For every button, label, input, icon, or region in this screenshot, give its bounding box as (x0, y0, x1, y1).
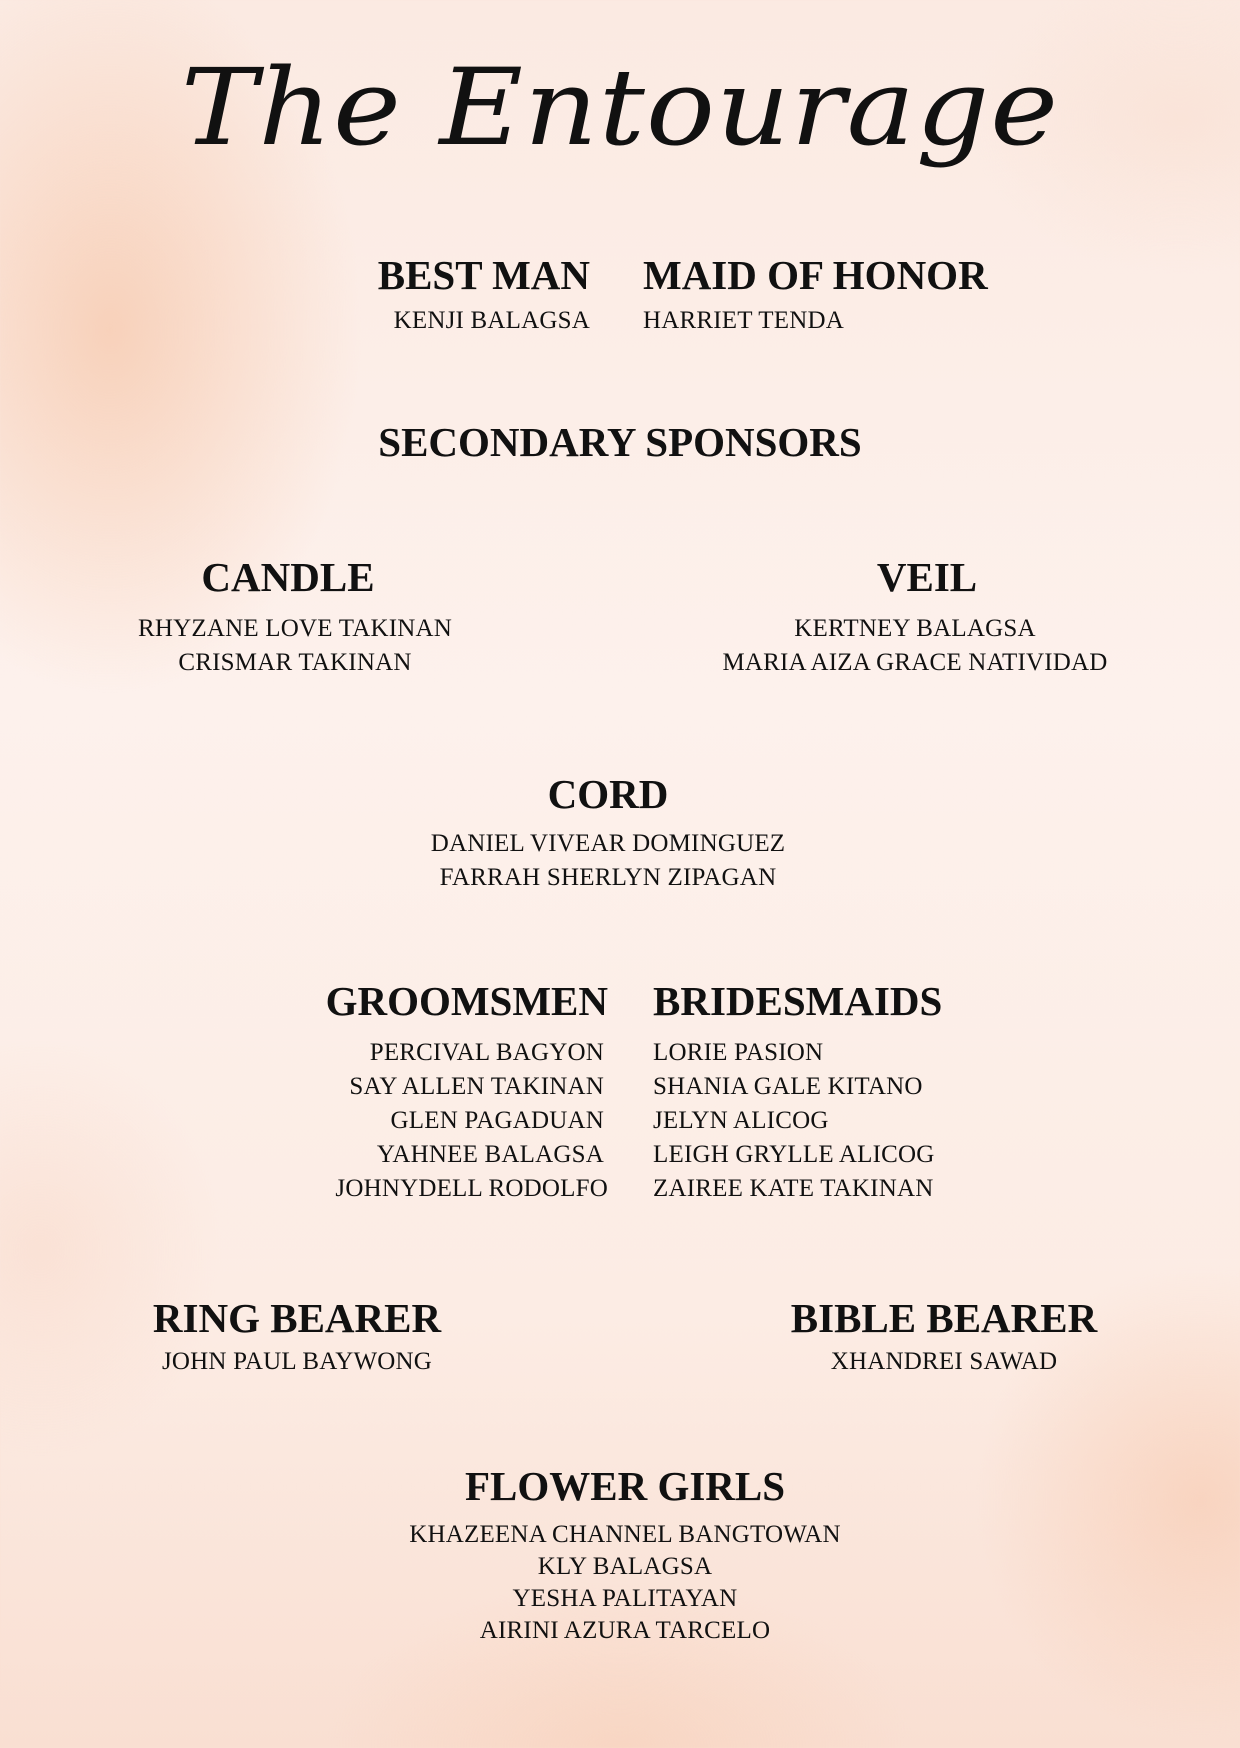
secondary-sponsors-heading: SECONDARY SPONSORS (378, 419, 862, 465)
flower-girls-heading: FLOWER GIRLS (464, 1463, 786, 1509)
groomsman-name: JOHNYDELL RODOLFO (335, 1175, 608, 1202)
bible-bearer-name: XHANDREI SAWAD (830, 1348, 1058, 1375)
candle-name: RHYZANE LOVE TAKINAN (138, 615, 452, 642)
bible-bearer-section (774, 1295, 1114, 1379)
best-man-name: KENJI BALAGSA (393, 307, 590, 334)
ring-bearer-heading: RING BEARER (152, 1295, 442, 1341)
veil-name: KERTNEY BALAGSA (794, 615, 1036, 642)
groomsmen-section (310, 978, 608, 1206)
groomsman-name: GLEN PAGADUAN (390, 1107, 604, 1134)
flower-girl-name: KLY BALAGSA (537, 1553, 713, 1580)
bible-bearer-heading: BIBLE BEARER (790, 1295, 1098, 1341)
veil-name: MARIA AIZA GRACE NATIVIDAD (722, 649, 1108, 676)
groomsman-name: PERCIVAL BAGYON (369, 1039, 604, 1066)
groomsman-name: SAY ALLEN TAKINAN (349, 1073, 604, 1100)
flower-girl-name: YESHA PALITAYAN (512, 1585, 738, 1612)
bridesmaid-name: SHANIA GALE KITANO (653, 1073, 923, 1100)
best-man-section (360, 252, 590, 338)
flower-girls-section (375, 1463, 875, 1647)
bridesmaid-name: ZAIREE KATE TAKINAN (653, 1175, 934, 1202)
ring-bearer-section (127, 1295, 467, 1379)
flower-girl-name: KHAZEENA CHANNEL BANGTOWAN (409, 1521, 841, 1548)
veil-heading: VEIL (876, 554, 978, 600)
cord-name: FARRAH SHERLYN ZIPAGAN (439, 864, 777, 891)
maid-of-honor-name: HARRIET TENDA (643, 307, 844, 334)
bridesmaids-section (653, 978, 973, 1206)
bridesmaid-name: JELYN ALICOG (653, 1107, 829, 1134)
cord-section (408, 771, 808, 895)
groomsman-name: YAHNEE BALAGSA (376, 1141, 604, 1168)
cord-heading: CORD (547, 771, 669, 817)
candle-section (110, 554, 480, 680)
maid-of-honor-section (643, 252, 988, 338)
bridesmaids-heading: BRIDESMAIDS (653, 978, 943, 1024)
veil-section (720, 554, 1110, 680)
groomsmen-heading: GROOMSMEN (325, 978, 608, 1024)
candle-name: CRISMAR TAKINAN (178, 649, 412, 676)
maid-of-honor-heading: MAID OF HONOR (643, 252, 988, 298)
page-title: The Entourage (180, 46, 1060, 169)
bridesmaid-name: LORIE PASION (653, 1039, 824, 1066)
secondary-sponsors-section (320, 419, 920, 465)
ring-bearer-name: JOHN PAUL BAYWONG (161, 1348, 433, 1375)
cord-name: DANIEL VIVEAR DOMINGUEZ (430, 830, 786, 857)
bridesmaid-name: LEIGH GRYLLE ALICOG (653, 1141, 935, 1168)
candle-heading: CANDLE (201, 554, 375, 600)
best-man-heading: BEST MAN (377, 252, 590, 298)
flower-girl-name: AIRINI AZURA TARCELO (479, 1617, 771, 1644)
